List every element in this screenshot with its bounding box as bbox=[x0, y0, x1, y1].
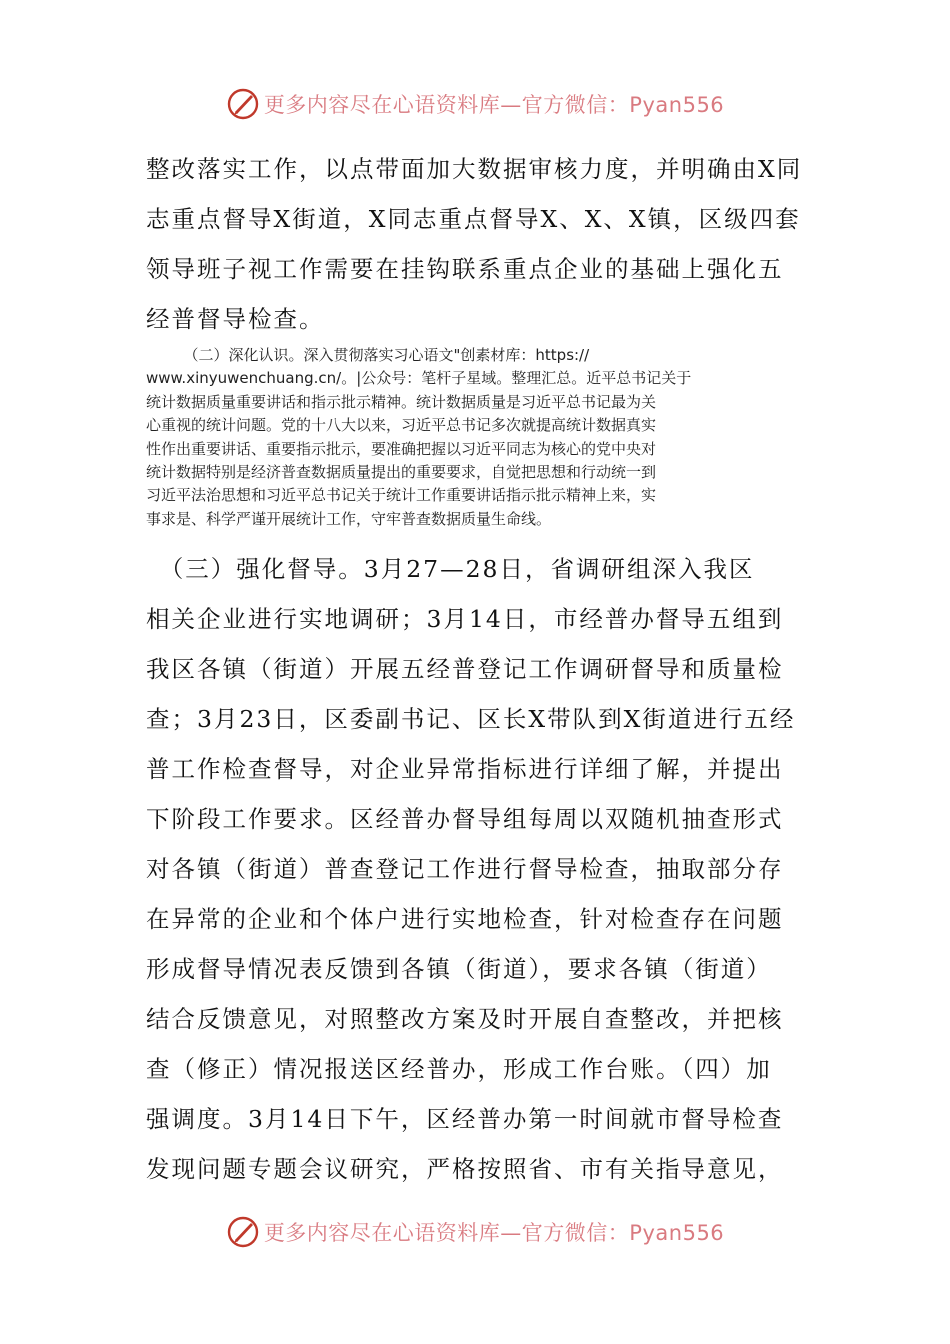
text-line: 强调度。3月14日下午，区经普办第一时间就市督导检查 bbox=[146, 1105, 784, 1133]
text-line: www.xinyuwenchuang.cn/。|公众号：笔杆子星域。整理汇总。近平总书记关于 bbox=[146, 369, 692, 388]
text-line: 普工作检查督导，对企业异常指标进行详细了解，并提出 bbox=[146, 755, 784, 783]
quill-logo-icon bbox=[226, 87, 260, 121]
footer-watermark-banner bbox=[0, 1212, 950, 1252]
text-line: （二）深化认识。深入贯彻落实习心语文"创素材库：https:// bbox=[146, 346, 590, 364]
text-line: 统计数据质量重要讲话和指示批示精神。统计数据质量是习近平总书记最为关 bbox=[146, 392, 657, 411]
text-line: 下阶段工作要求。区经普办督导组每周以双随机抽查形式 bbox=[146, 805, 784, 833]
paragraph-strengthen-supervision bbox=[146, 544, 806, 1194]
text-line: 我区各镇（街道）开展五经普登记工作调研督导和质量检 bbox=[146, 655, 784, 683]
text-line: 事求是、科学严谨开展统计工作，守牢普查数据质量生命线。 bbox=[146, 509, 552, 528]
text-line: 查；3月23日，区委副书记、区长X带队到X街道进行五经 bbox=[146, 705, 796, 733]
text-line: 心重视的统计问题。党的十八大以来，习近平总书记多次就提高统计数据真实 bbox=[146, 416, 657, 435]
text-line: 统计数据特别是经济普查数据质量提出的重要要求，自觉把思想和行动统一到 bbox=[146, 463, 657, 482]
text-line: 形成督导情况表反馈到各镇（街道），要求各镇（街道） bbox=[146, 955, 772, 983]
text-line: 性作出重要讲话、重要指示批示，要准确把握以习近平同志为核心的党中央对 bbox=[146, 439, 657, 458]
text-line: 经普督导检查。 bbox=[146, 305, 325, 333]
paragraph-deepen-understanding bbox=[146, 344, 806, 531]
text-line: 查（修正）情况报送区经普办，形成工作台账。（四）加 bbox=[146, 1055, 772, 1083]
paragraph-continuation bbox=[146, 144, 806, 344]
text-line: 在异常的企业和个体户进行实地检查，针对检查存在问题 bbox=[146, 905, 784, 933]
text-line: 发现问题专题会议研究，严格按照省、市有关指导意见， bbox=[146, 1155, 784, 1183]
text-line: 领导班子视工作需要在挂钩联系重点企业的基础上强化五 bbox=[146, 255, 784, 283]
footer-watermark-text: 更多内容尽在心语资料库—官方微信：Pyan556 bbox=[263, 1221, 725, 1245]
text-line: （三）强化督导。3月27—28日，省调研组深入我区 bbox=[146, 555, 755, 583]
header-watermark-text: 更多内容尽在心语资料库—官方微信：Pyan556 bbox=[263, 93, 725, 117]
quill-logo-icon bbox=[226, 1215, 260, 1249]
text-line: 结合反馈意见，对照整改方案及时开展自查整改，并把核 bbox=[146, 1005, 784, 1033]
text-line: 整改落实工作，以点带面加大数据审核力度，并明确由X同 bbox=[146, 155, 803, 183]
text-line: 志重点督导X街道，X同志重点督导X、X、X镇，区级四套 bbox=[146, 205, 801, 233]
text-line: 相关企业进行实地调研；3月14日，市经普办督导五组到 bbox=[146, 605, 784, 633]
text-line: 习近平法治思想和习近平总书记关于统计工作重要讲话指示批示精神上来，实 bbox=[146, 486, 657, 505]
text-line: 对各镇（街道）普查登记工作进行督导检查，抽取部分存 bbox=[146, 855, 784, 883]
header-watermark-banner bbox=[0, 84, 950, 124]
